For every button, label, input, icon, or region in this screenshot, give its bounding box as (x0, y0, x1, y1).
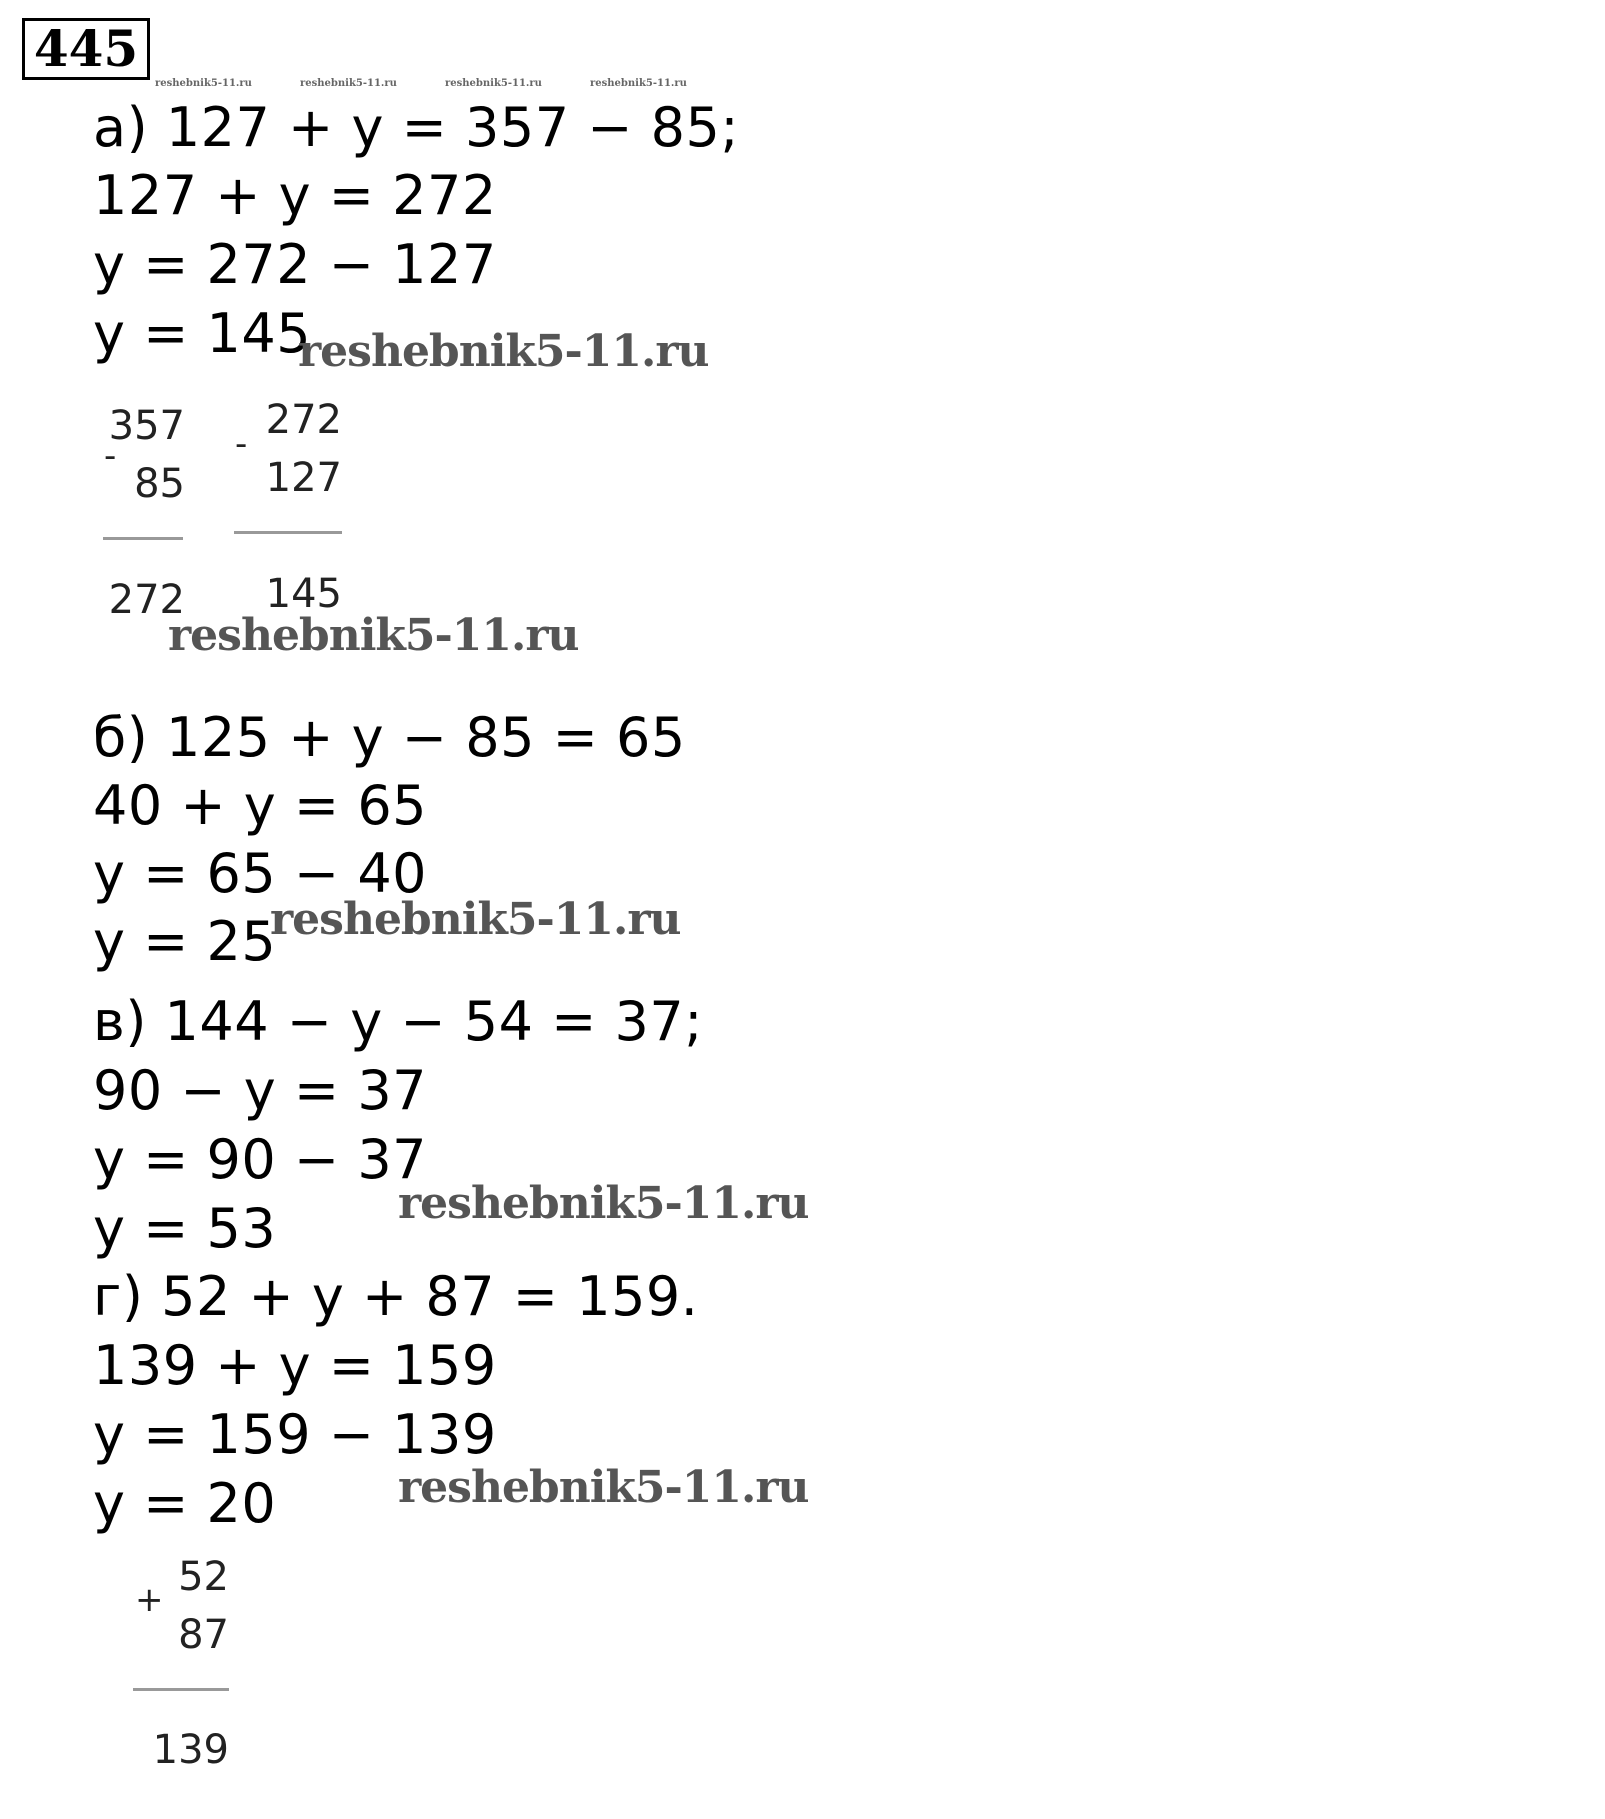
equation-line: y = 53 (93, 1197, 277, 1260)
equation-line: y = 272 − 127 (93, 233, 497, 296)
equation-line: y = 145 (93, 302, 312, 365)
equation-line: y = 159 − 139 (93, 1403, 497, 1466)
watermark-small: reshebnik5-11.ru (155, 78, 252, 89)
watermark: reshebnik5-11.ru (298, 326, 709, 377)
column-bottom: 85 (134, 461, 185, 507)
column-rule (234, 531, 342, 534)
minus-sign: - (104, 436, 117, 476)
equation-line: 139 + y = 159 (93, 1334, 497, 1397)
column-top: 272 (265, 397, 342, 443)
watermark: reshebnik5-11.ru (398, 1462, 809, 1513)
equation-line: а) 127 + y = 357 − 85; (93, 96, 740, 159)
equation-line: г) 52 + y + 87 = 159. (93, 1265, 699, 1328)
column-bottom: 87 (178, 1612, 229, 1658)
equation-line: y = 65 − 40 (93, 842, 428, 905)
equation-line: y = 90 − 37 (93, 1128, 428, 1191)
equation-line: 127 + y = 272 (93, 164, 497, 227)
column-result: 139 (152, 1727, 229, 1773)
column-bottom: 127 (265, 455, 342, 501)
column-result: 145 (265, 571, 342, 617)
equation-line: 90 − y = 37 (93, 1059, 428, 1122)
column-top: 357 (108, 403, 185, 449)
watermark: reshebnik5-11.ru (270, 894, 681, 945)
minus-sign: - (235, 424, 248, 464)
equation-line: y = 20 (93, 1472, 277, 1535)
column-rule (133, 1688, 229, 1691)
watermark-small: reshebnik5-11.ru (590, 78, 687, 89)
problem-number: 445 (22, 18, 150, 80)
watermark-small: reshebnik5-11.ru (300, 78, 397, 89)
column-rule (103, 537, 183, 540)
watermark-small: reshebnik5-11.ru (445, 78, 542, 89)
equation-line: 40 + y = 65 (93, 774, 428, 837)
watermark: reshebnik5-11.ru (398, 1178, 809, 1229)
plus-sign: + (135, 1580, 164, 1620)
column-result: 272 (108, 577, 185, 623)
equation-line: в) 144 − y − 54 = 37; (93, 990, 703, 1053)
equation-line: б) 125 + y − 85 = 65 (93, 706, 686, 769)
equation-line: y = 25 (93, 910, 277, 973)
column-top: 52 (178, 1554, 229, 1600)
watermark: reshebnik5-11.ru (168, 610, 579, 661)
